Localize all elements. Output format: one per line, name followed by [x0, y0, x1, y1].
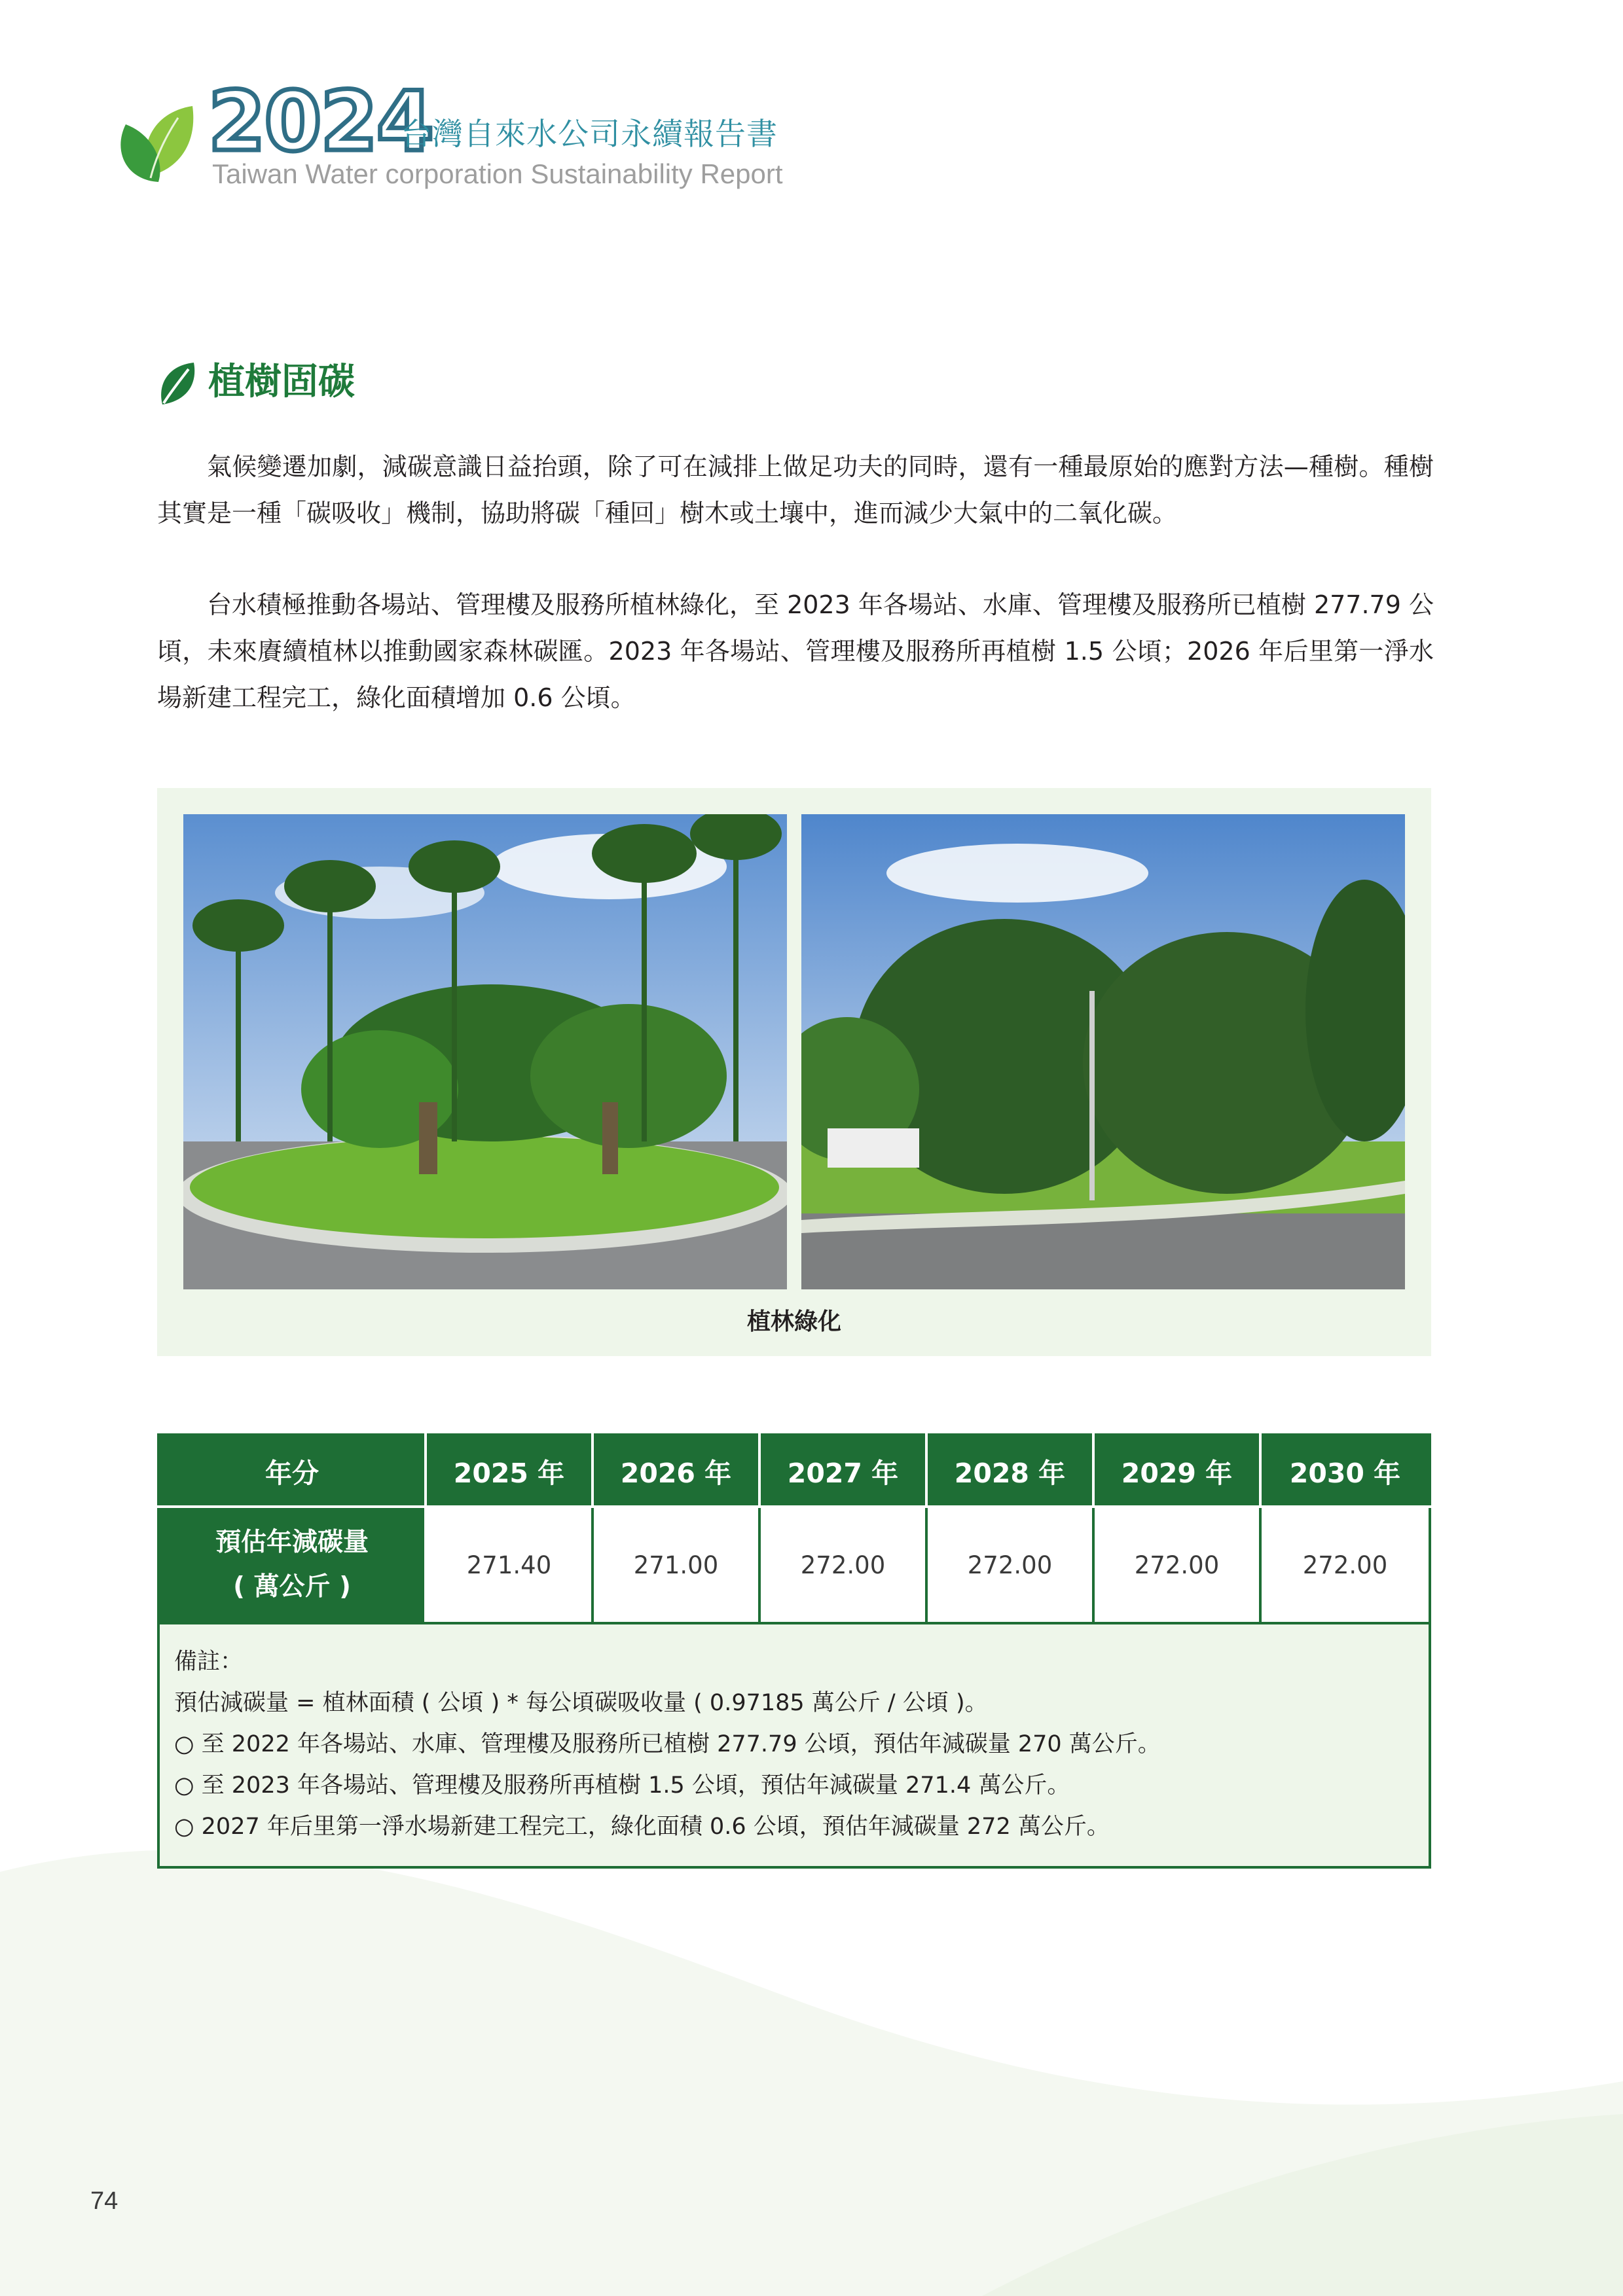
header-year-2027: 2027 年: [759, 1435, 926, 1507]
photo-banyan-trees: [801, 814, 1405, 1289]
row-label-line1: 預估年減碳量: [215, 1528, 369, 1557]
value-2030: 272.00: [1260, 1507, 1430, 1623]
paragraph-2: 台水積極推動各場站、管理樓及服務所植林綠化，至 2023 年各場站、水庫、管理樓及服務所已植樹 277.79 公頃，未來賡續植林以推動國家森林碳匯。2023 年各場站、管理樓及服務所再植樹 1.5 公頃；2026 年后里第一淨水場新建工程完工，綠化面積增加 0.6 公頃。: [157, 590, 1434, 712]
value-2027: 272.00: [759, 1507, 926, 1623]
leaf-logo-icon: [113, 98, 199, 190]
value-2025: 271.40: [426, 1507, 593, 1623]
page-number: 74: [90, 2187, 119, 2215]
photo-panel: [157, 788, 1431, 1356]
photo-palm-roundabout: [183, 814, 787, 1289]
value-2029: 272.00: [1093, 1507, 1260, 1623]
header-year-2028: 2028 年: [926, 1435, 1093, 1507]
header-year-2025: 2025 年: [426, 1435, 593, 1507]
header-year-2026: 2026 年: [593, 1435, 759, 1507]
report-title-zh: 台灣自來水公司永續報告書: [401, 117, 778, 152]
value-2026: 271.00: [593, 1507, 759, 1623]
header-year-2029: 2029 年: [1093, 1435, 1260, 1507]
row-label-carbon-reduction: [158, 1507, 426, 1623]
carbon-reduction-table: [157, 1433, 1429, 1869]
note-formula: 預估減碳量 = 植林面積 ( 公頃 ) * 每公頃碳吸收量 ( 0.97185 萬公斤 / 公頃 )。: [174, 1690, 988, 1716]
table-row: [158, 1507, 1430, 1623]
report-title-en: Taiwan Water corporation Sustainability Report: [212, 158, 783, 189]
report-year: 2024: [208, 73, 433, 170]
note-item-2023: ○ 至 2023 年各場站、管理樓及服務所再植樹 1.5 公頃，預估年減碳量 271.4 萬公斤。: [174, 1772, 1070, 1799]
section-title: 植樹固碳: [208, 361, 355, 403]
table-notes: [158, 1623, 1430, 1867]
photo-caption: 植林綠化: [746, 1308, 841, 1335]
note-item-2022: ○ 至 2022 年各場站、水庫、管理樓及服務所已植樹 277.79 公頃，預估年減碳量 270 萬公斤。: [174, 1731, 1161, 1757]
header-year-label: 年分: [158, 1435, 426, 1507]
value-2028: 272.00: [926, 1507, 1093, 1623]
paragraph-1: 氣候變遷加劇，減碳意識日益抬頭，除了可在減排上做足功夫的同時，還有一種最原始的應對方法—種樹。種樹其實是一種「碳吸收」機制，協助將碳「種回」樹木或土壤中，進而減少大氣中的二氧化碳。: [157, 452, 1434, 528]
table-notes-row: [158, 1623, 1430, 1867]
table-header-row: [158, 1435, 1430, 1507]
row-label-line2: ( 萬公斤 ): [233, 1572, 351, 1602]
note-heading: 備註：: [174, 1649, 244, 1675]
note-item-2027: ○ 2027 年后里第一淨水場新建工程完工，綠化面積 0.6 公頃，預估年減碳量 272 萬公斤。: [174, 1814, 1110, 1840]
header-year-2030: 2030 年: [1260, 1435, 1430, 1507]
leaf-section-icon: [156, 360, 198, 407]
